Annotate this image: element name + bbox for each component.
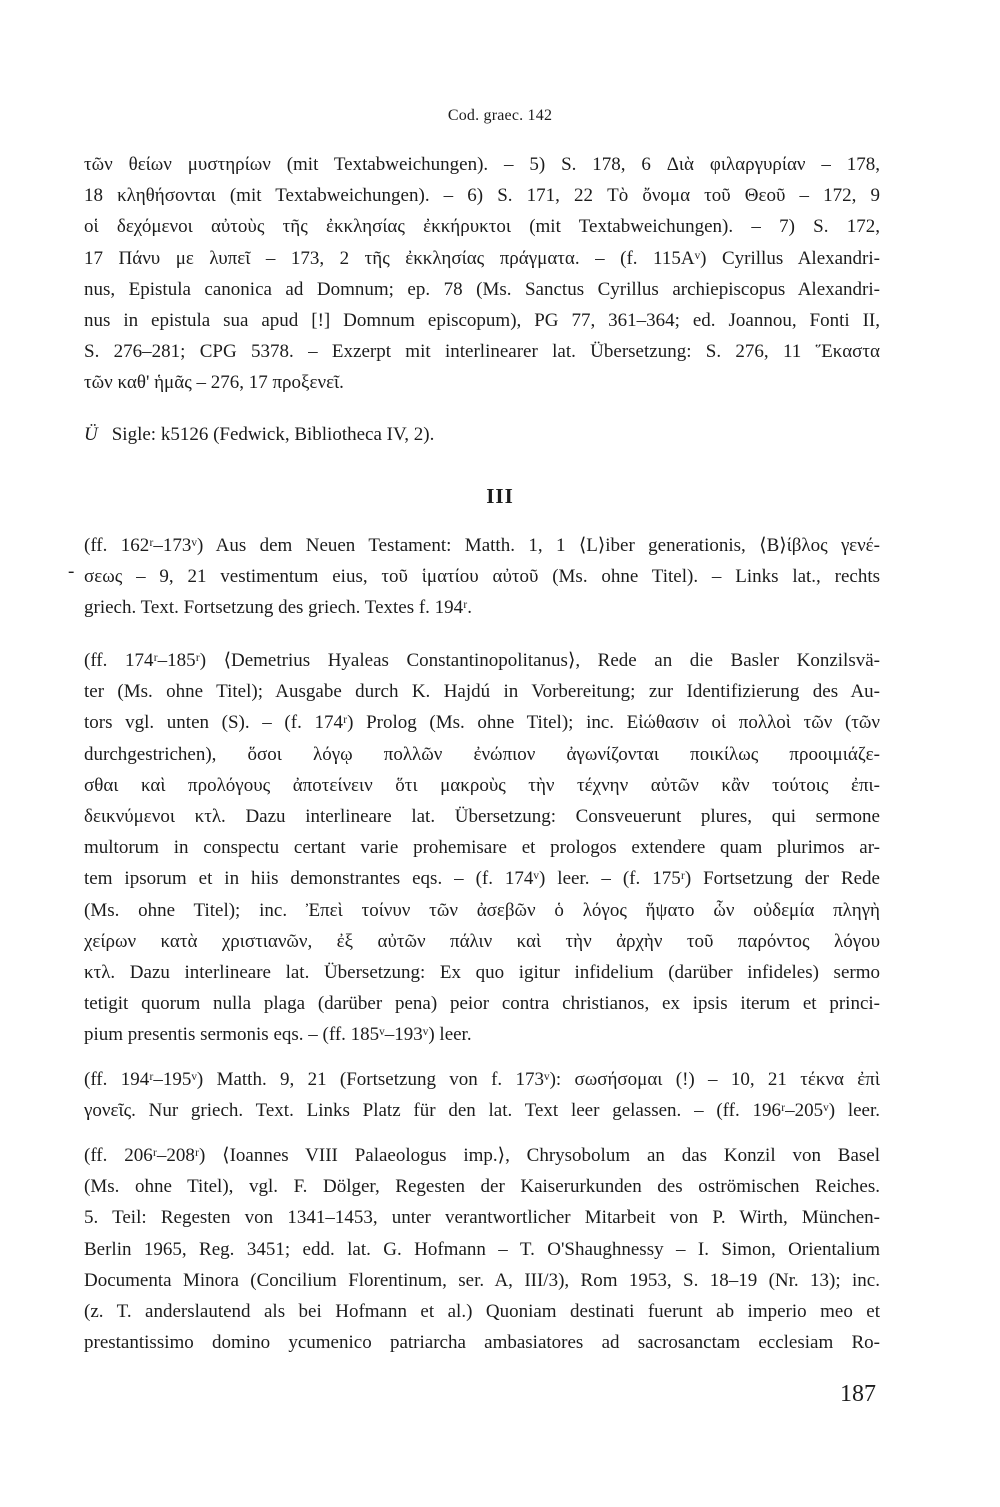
text-line: S. 276–281; CPG 5378. – Exzerpt mit interlinearer lat. Übersetzung: S. 276, 11 Ἕκαστα — [84, 341, 880, 363]
entry-paragraph-continued — [84, 149, 880, 399]
text-line: nus, Epistula canonica ad Domnum; ep. 78 (Ms. Sanctus Cyrillus archiepiscopus Alexandri- — [84, 278, 880, 300]
text-line: (ff. 174ʳ–185ʳ) ⟨Demetrius Hyaleas Constantinopolitanus⟩, Rede an die Basler Konzilsvä- — [84, 650, 880, 671]
margin-mark: - — [68, 561, 75, 582]
text-line: (ff. 206ʳ–208ʳ) ⟨Ioannes VIII Palaeologus imp.⟩, Chrysobolum an das Konzil von Basel — [84, 1145, 880, 1166]
entry-paragraph-matthew-continued — [84, 1064, 880, 1126]
text-line: (z. T. anderslautend als bei Hofmann et al.) Quoniam destinati fuerunt ab imperio meo et — [84, 1301, 880, 1323]
text-line: 5. Teil: Regesten von 1341–1453, unter verantwortlicher Mitarbeit von P. Wirth, München- — [84, 1207, 880, 1229]
text-line: Berlin 1965, Reg. 3451; edd. lat. G. Hofmann – T. O'Shaughnessy – I. Simon, Orientalium — [84, 1238, 880, 1260]
text-line: griech. Text. Fortsetzung des griech. Textes f. 194ʳ. — [84, 597, 473, 619]
text-line: 17 Πάνυ με λυπεῖ – 173, 2 τῆς ἐκκλησίας πράγματα. – (f. 115Aᵛ) Cyrillus Alexandri- — [84, 247, 880, 269]
text-line: τῶν θείων μυστηρίων (mit Textabweichungen). – 5) S. 178, 6 Διὰ φιλαργυρίαν – 178, — [84, 154, 880, 175]
sigle-mark: Ü — [84, 424, 98, 445]
entry-paragraph-matthew — [84, 530, 880, 624]
text-line: multorum in conspectu certant varie prohemisare et prologos extendere quam plurimos ar- — [84, 837, 880, 859]
text-line: prestantissimo domino ycumenico patriarcha ambasiatores ad sacrosanctam ecclesiam Ro- — [84, 1332, 880, 1354]
section-number: III — [486, 484, 514, 508]
text-line: (ff. 162ʳ–173ᵛ) Aus dem Neuen Testament: Matth. 1, 1 ⟨L⟩iber generationis, ⟨Β⟩ίβλος γενέ- — [84, 535, 880, 556]
sigle-note — [84, 424, 434, 446]
text-line: χείρων κατὰ χριστιανῶν, ἐξ αὐτῶν πάλιν καὶ τὴν ἀρχὴν τοῦ παρόντος λόγου — [84, 930, 880, 952]
text-line: σεως – 9, 21 vestimentum eius, τοῦ ἱματίου αὐτοῦ (Ms. ohne Titel). – Links lat., rechts — [84, 566, 880, 588]
text-line: durchgestrichen), ὅσοι λόγῳ πολλῶν ἐνώπιον ἀγωνίζονται ποικίλως προοιμιάζε- — [84, 743, 880, 765]
text-line: οἱ δεχόμενοι αὐτοὺς τῆς ἐκκλησίας ἐκκήρυκτοι (mit Textabweichungen). – 7) S. 172, — [84, 216, 880, 238]
sigle-text: Sigle: k5126 (Fedwick, Bibliotheca IV, 2). — [111, 424, 435, 445]
text-line: γονεῖς. Nur griech. Text. Links Platz für den lat. Text leer gelassen. – (ff. 196ʳ–205ᵛ) leer. — [84, 1100, 880, 1122]
running-header: Cod. graec. 142 — [447, 107, 553, 124]
text-line: Documenta Minora (Concilium Florentinum, ser. A, III/3), Rom 1953, S. 18–19 (Nr. 13); inc. — [84, 1269, 880, 1291]
text-line: σθαι καὶ προλόγους ἀποτείνειν ὅτι μακροὺς τὴν τέχνην αὐτῶν κἂν τούτοις ἐπι- — [84, 774, 880, 796]
text-line: τῶν καθ' ἡμᾶς – 276, 17 προξενεῖ. — [84, 372, 344, 394]
text-line: κτλ. Dazu interlineare lat. Übersetzung: Ex quo igitur infidelium (darüber infideles) sermo — [84, 962, 880, 984]
entry-paragraph-demetrius — [84, 645, 880, 1051]
text-line: tem ipsorum et in hiis demonstrantes eqs. – (f. 174ᵛ) leer. – (f. 175ʳ) Fortsetzung der Rede — [84, 868, 880, 890]
text-line: δεικνύμενοι κτλ. Dazu interlineare lat. Übersetzung: Consveuerunt plures, qui sermone — [84, 806, 880, 828]
text-line: nus in epistula sua apud [!] Domnum episcopum), PG 77, 361–364; ed. Joannou, Fonti II, — [84, 310, 880, 332]
text-line: 18 κληθήσονται (mit Textabweichungen). – 6) S. 171, 22 Τὸ ὄνομα τοῦ Θεοῦ – 172, 9 — [84, 185, 880, 207]
text-line: (ff. 194ʳ–195ᵛ) Matth. 9, 21 (Fortsetzung von f. 173ᵛ): σωσήσομαι (!) – 10, 21 τέκνα ἐπὶ — [84, 1069, 880, 1090]
text-line: tetigit quorum nulla plaga (darüber pena) peior contra christianos, ex ipsis iterum et princi- — [84, 993, 880, 1015]
entry-paragraph-ioannes — [84, 1140, 880, 1358]
page-number: 187 — [840, 1381, 876, 1407]
text-line: ter (Ms. ohne Titel); Ausgabe durch K. Hajdú in Vorbereitung; zur Identifizierung des Au- — [84, 681, 880, 703]
text-line: tors vgl. unten (S). – (f. 174ʳ) Prolog (Ms. ohne Titel); inc. Εἰώθασιν οἱ πολλοὶ τῶν (τῶν — [84, 712, 880, 734]
text-line: (Ms. ohne Titel); inc. Ἐπεὶ τοίνυν τῶν ἀσεβῶν ὁ λόγος ἥψατο ὧν οὐδεμία πληγὴ — [84, 899, 880, 921]
text-line: (Ms. ohne Titel), vgl. F. Dölger, Regesten der Kaiserurkunden des oströmischen Reiches. — [84, 1176, 880, 1198]
text-line: pium presentis sermonis eqs. – (ff. 185ᵛ–193ᵛ) leer. — [84, 1024, 472, 1046]
